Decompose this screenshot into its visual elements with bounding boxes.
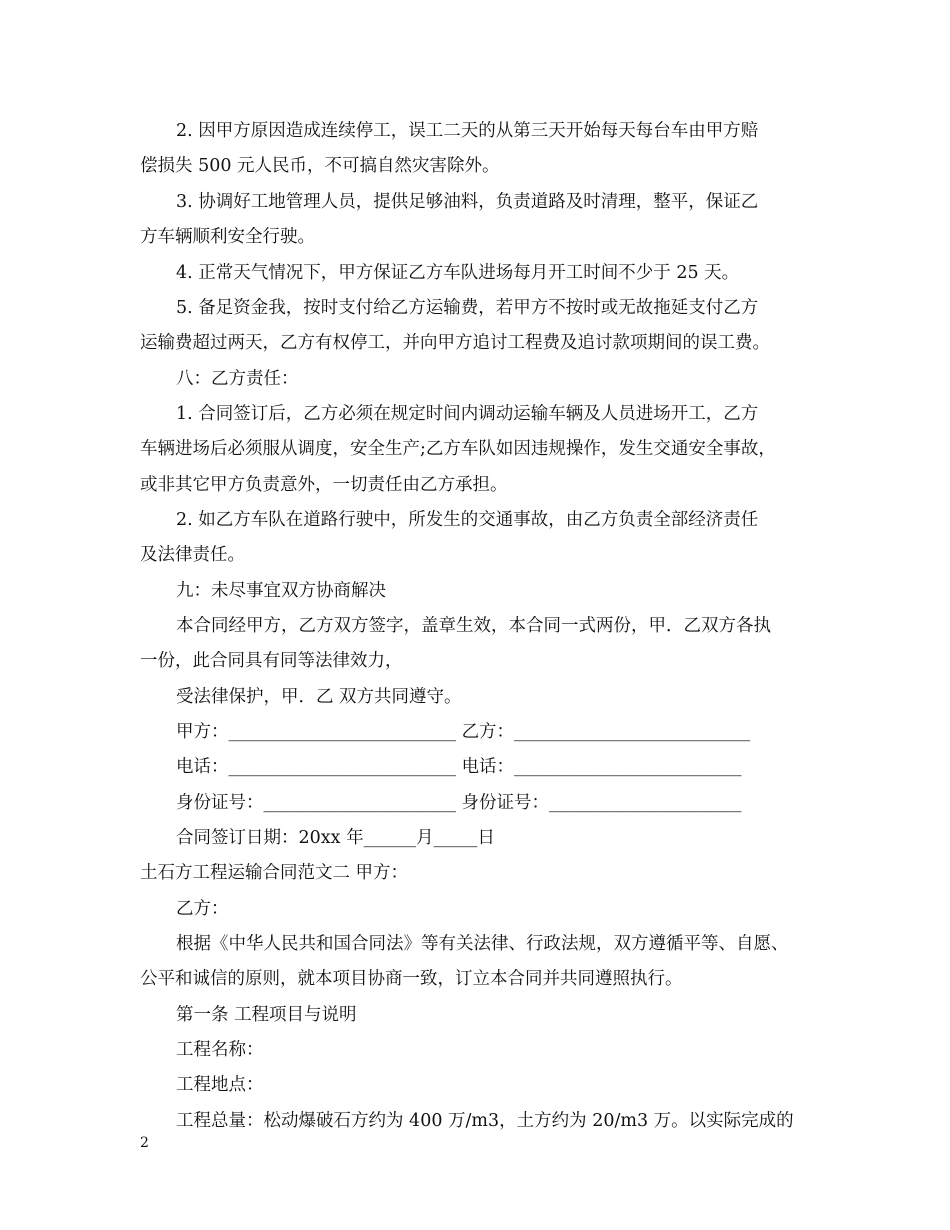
text-line: 或非其它甲方负责意外，一切责任由乙方承担。 bbox=[140, 475, 508, 495]
section-heading: 八：乙方责任： bbox=[176, 369, 299, 389]
text-line: 本合同经甲方，乙方双方签字，盖章生效，本合同一式两份，甲．乙双方各执 bbox=[176, 616, 771, 636]
text-line: 3. 协调好工地管理人员，提供足够油料，负责道路及时清理，整平，保证乙 bbox=[176, 192, 759, 212]
section-heading: 九：未尽事宜双方协商解决 bbox=[176, 581, 386, 601]
text-line: 乙方： bbox=[176, 899, 229, 919]
text-line: 车辆进场后必须服从调度，安全生产;乙方车队如因违规操作，发生交通安全事故， bbox=[140, 439, 776, 459]
text-line: 根据《中华人民共和国合同法》等有关法律、行政法规，双方遵循平等、自愿、 bbox=[176, 934, 789, 954]
text-line: 公平和诚信的原则，就本项目协商一致，订立本合同并共同遵照执行。 bbox=[140, 969, 683, 989]
signature-line-id: 身份证号：______________________ 身份证号：______________________ bbox=[176, 793, 742, 813]
text-line: 5. 备足资金我，按时支付给乙方运输费，若甲方不按时或无故拖延支付乙方 bbox=[176, 298, 759, 318]
signature-line-party: 甲方：__________________________ 乙方：___________________________ bbox=[176, 722, 751, 742]
text-line: 运输费超过两天，乙方有权停工，并向甲方追讨工程费及追讨款项期间的误工费。 bbox=[140, 333, 770, 353]
signing-date-line: 合同签订日期：20xx 年______月_____日 bbox=[176, 828, 495, 848]
text-line: 工程名称： bbox=[176, 1040, 264, 1060]
section-heading: 第一条 工程项目与说明 bbox=[176, 1005, 357, 1025]
text-line: 1. 合同签订后，乙方必须在规定时间内调动运输车辆及人员进场开工，乙方 bbox=[176, 404, 759, 424]
page-number: 2 bbox=[140, 1135, 149, 1151]
text-line: 一份，此合同具有同等法律效力， bbox=[140, 651, 403, 671]
signature-line-phone: 电话：__________________________ 电话：__________________________ bbox=[176, 757, 742, 777]
text-line: 4. 正常天气情况下，甲方保证乙方车队进场每月开工时间不少于 25 天。 bbox=[176, 263, 740, 283]
text-line: 工程地点： bbox=[176, 1075, 264, 1095]
text-line: 受法律保护，甲．乙 双方共同遵守。 bbox=[176, 687, 462, 707]
text-line: 工程总量：松动爆破石方约为 400 万/m3，土方约为 20/m3 万。以实际完成的 bbox=[176, 1111, 794, 1131]
text-line: 及法律责任。 bbox=[140, 545, 245, 565]
text-line: 2. 如乙方车队在道路行驶中，所发生的交通事故，由乙方负责全部经济责任 bbox=[176, 510, 759, 530]
document-title: 土石方工程运输合同范文二 甲方： bbox=[140, 863, 409, 883]
text-line: 偿损失 500 元人民币，不可搞自然灾害除外。 bbox=[140, 156, 500, 176]
text-line: 方车辆顺利安全行驶。 bbox=[140, 227, 315, 247]
text-line: 2. 因甲方原因造成连续停工，误工二天的从第三天开始每天每台车由甲方赔 bbox=[176, 121, 759, 141]
